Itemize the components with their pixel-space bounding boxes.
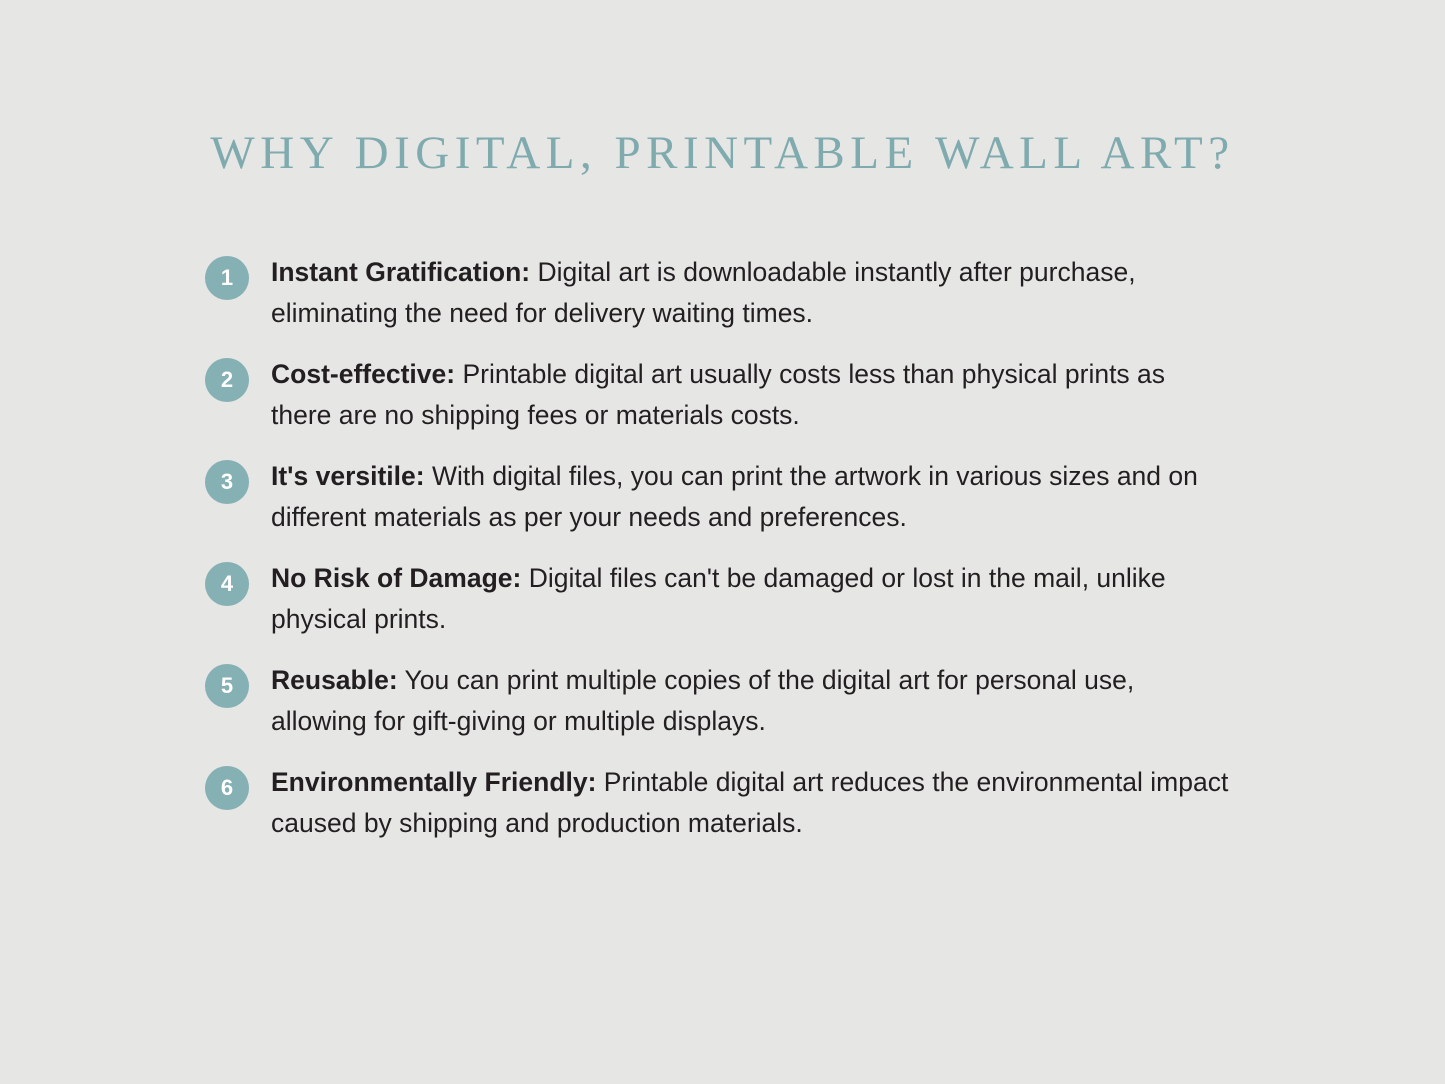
- list-item-lead: Instant Gratification:: [271, 257, 531, 287]
- benefits-list: [205, 252, 1265, 864]
- list-item-lead: Reusable:: [271, 665, 398, 695]
- list-item-text: [271, 354, 1231, 436]
- list-item: [205, 762, 1265, 844]
- list-item-number-badge: 3: [205, 460, 249, 504]
- list-item-body: Digital art is downloadable instantly after purchase, eliminating the need for delivery waiting times.: [271, 257, 1136, 328]
- list-item-lead: Cost-effective:: [271, 359, 456, 389]
- list-item-number-badge: 1: [205, 256, 249, 300]
- list-item-body: Printable digital art reduces the environmental impact caused by shipping and production materials.: [271, 767, 1229, 838]
- list-item: [205, 558, 1265, 640]
- list-item: [205, 456, 1265, 538]
- list-item-number-badge: 6: [205, 766, 249, 810]
- list-item-number-badge: 5: [205, 664, 249, 708]
- list-item-body: You can print multiple copies of the digital art for personal use, allowing for gift-giving or multiple displays.: [271, 665, 1135, 736]
- page-title: WHY DIGITAL, PRINTABLE WALL ART?: [210, 127, 1235, 179]
- list-item-text: [271, 558, 1231, 640]
- list-item-text: [271, 660, 1231, 742]
- list-item-number-badge: 4: [205, 562, 249, 606]
- list-item: [205, 252, 1265, 334]
- list-item-body: Printable digital art usually costs less than physical prints as there are no shipping fees or materials costs.: [271, 359, 1166, 430]
- list-item-text: [271, 762, 1231, 844]
- list-item-body: With digital files, you can print the artwork in various sizes and on different materials as per your needs and preferences.: [271, 461, 1198, 532]
- list-item-lead: It's versitile:: [271, 461, 425, 491]
- list-item: [205, 660, 1265, 742]
- list-item-text: [271, 456, 1231, 538]
- list-item-text: [271, 252, 1231, 334]
- list-item-lead: No Risk of Damage:: [271, 563, 522, 593]
- list-item-number-badge: 2: [205, 358, 249, 402]
- list-item-lead: Environmentally Friendly:: [271, 767, 597, 797]
- list-item-body: Digital files can't be damaged or lost in the mail, unlike physical prints.: [271, 563, 1166, 634]
- list-item: [205, 354, 1265, 436]
